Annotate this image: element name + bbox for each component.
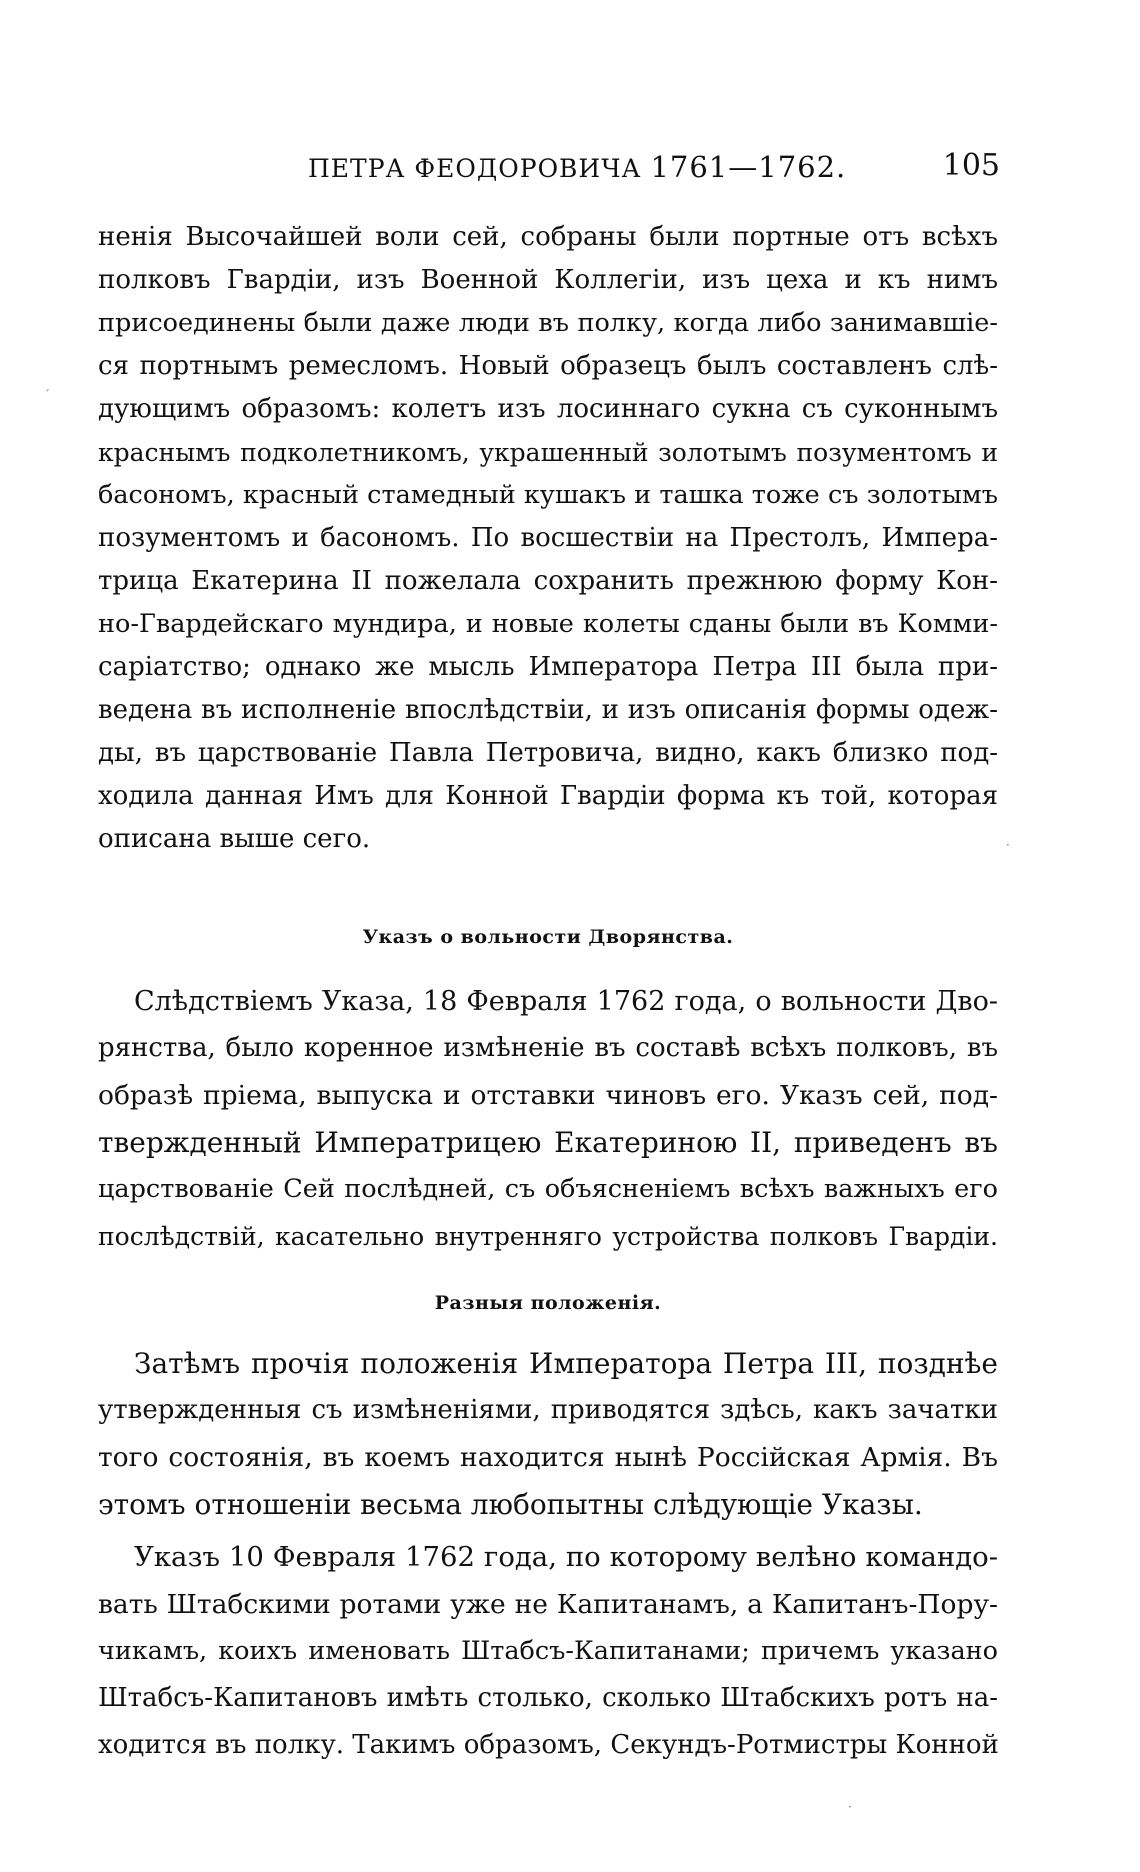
- text-line: образѣ пріема, выпуска и отставки чиновъ его. Указъ сей, под-: [98, 1080, 998, 1111]
- text-line: ненія Высочайшей воли сей, собраны были портные отъ всѣхъ: [98, 222, 998, 252]
- text-line: ведена въ исполненіе впослѣдствіи, и изъ описанія формы одеж-: [98, 695, 998, 725]
- text-line: этомъ отношеніи весьма любопытны слѣдующіе Указы.: [98, 1488, 923, 1521]
- paragraph-uniform-pattern: [98, 216, 998, 861]
- print-speck: ´: [44, 388, 50, 402]
- text-line: полковъ Гвардіи, изъ Военной Коллегіи, изъ цеха и къ нимъ: [98, 265, 998, 295]
- section-heading-nobility-decree: Указъ о вольности Дворянства.: [362, 926, 734, 948]
- running-title: [308, 150, 846, 184]
- text-line: царствованіе Сей послѣдней, съ объясненіемъ всѣхъ важныхъ его: [98, 1174, 998, 1204]
- print-speck: ·: [848, 1800, 852, 1814]
- text-line: послѣдствій, касательно внутренняго устройства полковъ Гвардіи.: [98, 1222, 998, 1251]
- section-heading-various-regulations: Разныя положенія.: [434, 1292, 662, 1314]
- text-line: ды, въ царствованіе Павла Петровича, видно, какъ близко под-: [98, 738, 998, 768]
- paragraph-regulations-intro: [98, 1340, 998, 1528]
- text-line: чикамъ, коихъ именовать Штабсъ-Капитанами; причемъ указано: [98, 1636, 998, 1666]
- text-line: краснымъ подколетникомъ, украшенный золотымъ позументомъ и: [98, 438, 998, 467]
- text-line: но-Гвардейскаго мундира, и новые колеты сданы были въ Комми-: [98, 609, 998, 639]
- text-line: ходится въ полку. Такимъ образомъ, Секундъ-Ротмистры Конной: [98, 1730, 999, 1760]
- text-line: Слѣдствіемъ Указа, 18 Февраля 1762 года, о вольности Дво-: [134, 986, 998, 1017]
- text-line: того состоянія, въ коемъ находится нынѣ Россійская Армія. Въ: [98, 1442, 998, 1473]
- page-number: 105: [942, 148, 1000, 183]
- text-line: присоединены были даже люди въ полку, когда либо занимавшіе-: [98, 308, 998, 338]
- text-line: вать Штабскими ротами уже не Капитанамъ, а Капитанъ-Пору-: [98, 1589, 998, 1620]
- text-line: Указъ 10 Февраля 1762 года, по которому велѣно командо-: [134, 1541, 998, 1573]
- running-title-years: 1761—1762.: [650, 150, 847, 184]
- text-line: ся портнымъ ремесломъ. Новый образецъ былъ составленъ слѣ-: [98, 351, 998, 381]
- running-title-text: ПЕТРА ФЕОДОРОВИЧА: [308, 154, 642, 183]
- text-line: дующимъ образомъ: колетъ изъ лосиннаго сукна съ суконнымъ: [98, 394, 998, 424]
- text-line: Затѣмъ прочія положенія Императора Петра III, позднѣе: [134, 1347, 998, 1380]
- text-line: позументомъ и басономъ. По восшествіи на Престолъ, Импера-: [98, 523, 998, 553]
- text-line: рянства, было коренное измѣненіе въ составѣ всѣхъ полковъ, въ: [98, 1033, 998, 1063]
- paragraph-nobility-decree: [98, 978, 998, 1260]
- text-line: Штабсъ-Капитановъ имѣть столько, сколько Штабскихъ ротъ на-: [98, 1683, 998, 1713]
- text-line: описана выше сего.: [98, 824, 371, 854]
- text-line: ходила данная Имъ для Конной Гвардіи форма къ той, которая: [98, 781, 998, 811]
- text-line: саріатство; однако же мысль Императора Петра III была при-: [98, 652, 998, 682]
- text-line: трица Екатерина II пожелала сохранить прежнюю форму Кон-: [98, 566, 998, 596]
- page-header: [96, 150, 1000, 190]
- text-line: басономъ, красный стамедный кушакъ и ташка тоже съ золотымъ: [98, 480, 998, 510]
- text-line: твержденный Императрицею Екатериною II, приведенъ въ: [98, 1126, 998, 1159]
- print-speck: ·: [1006, 838, 1010, 852]
- text-line: утвержденныя съ измѣненіями, приводятся здѣсь, какъ зачатки: [98, 1395, 998, 1425]
- paragraph-staff-captains-decree: [98, 1534, 998, 1769]
